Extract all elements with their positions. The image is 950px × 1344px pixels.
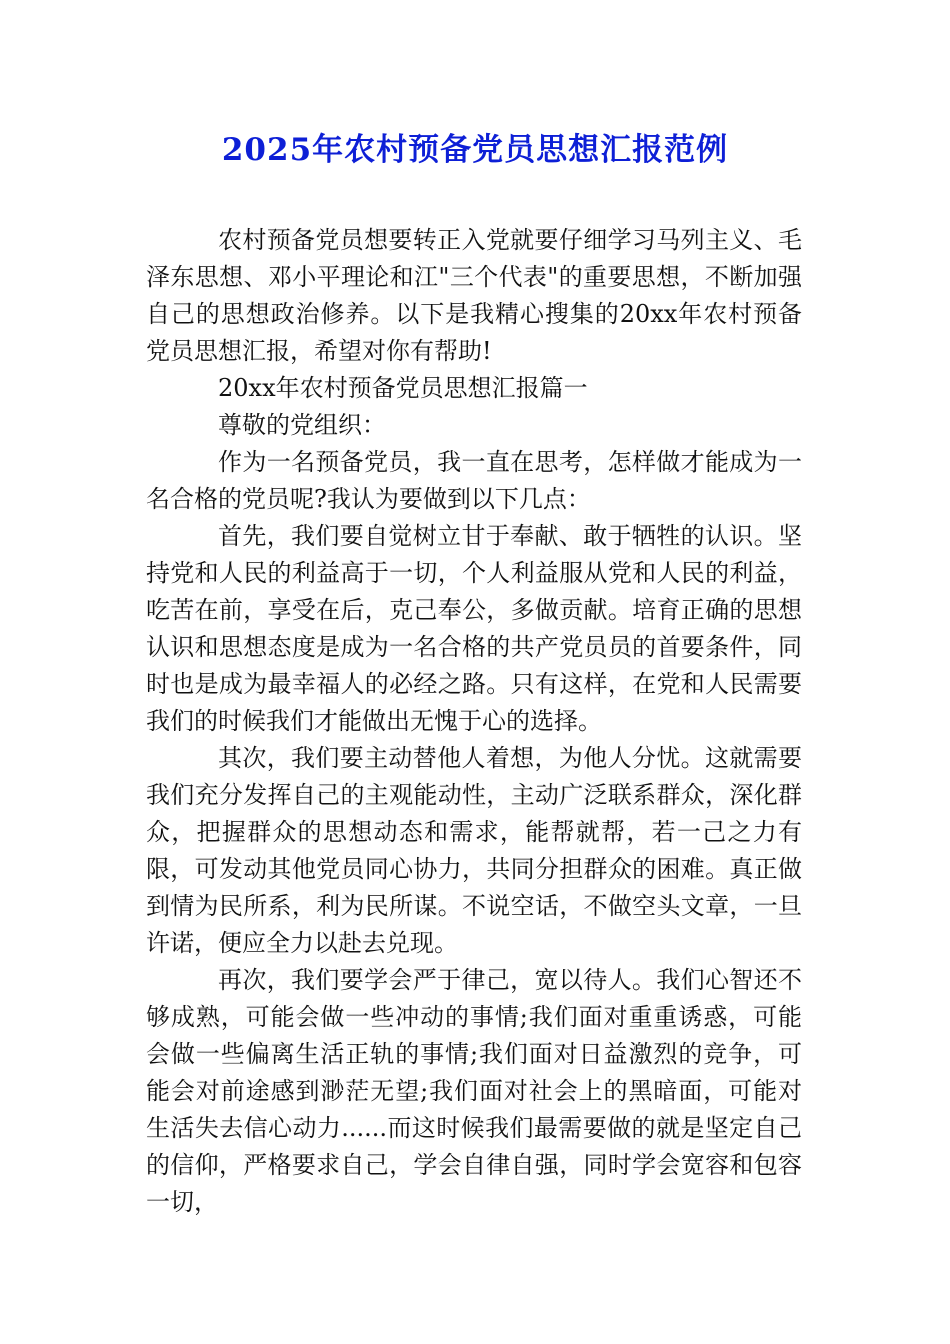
- document-body: [146, 222, 802, 1221]
- paragraph-salutation: 尊敬的党组织：: [218, 411, 386, 439]
- paragraph-section-heading: 20xx年农村预备党员思想汇报篇一: [218, 374, 588, 402]
- paragraph-second: 其次，我们要主动替他人着想，为他人分忧。这就需要我们充分发挥自己的主观能动性，主动广泛联系群众，深化群众，把握群众的思想动态和需求，能帮就帮，若一己之力有限，可发动其他党员同心协力，共同分担群众的困难。真正做到情为民所系，利为民所谋。不说空话，不做空头文章，一旦许诺，便应全力以赴去兑现。: [146, 744, 802, 957]
- paragraph-question: 作为一名预备党员，我一直在思考，怎样做才能成为一名合格的党员呢?我认为要做到以下几点：: [146, 448, 802, 513]
- document-title: 2025年农村预备党员思想汇报范例: [221, 132, 729, 168]
- paragraph-intro: 农村预备党员想要转正入党就要仔细学习马列主义、毛泽东思想、邓小平理论和江"三个代表"的重要思想，不断加强自己的思想政治修养。以下是我精心搜集的20xx年农村预备党员思想汇报，希望对你有帮助!: [146, 226, 802, 365]
- paragraph-third: 再次，我们要学会严于律己，宽以待人。我们心智还不够成熟，可能会做一些冲动的事情;我们面对重重诱惑，可能会做一些偏离生活正轨的事情;我们面对日益激烈的竞争，可能会对前途感到渺茫无望;我们面对社会上的黑暗面，可能对生活失去信心动力......而这时候我们最需要做的就是坚定自己的信仰，严格要求自己，学会自律自强，同时学会宽容和包容一切，: [146, 966, 802, 1216]
- paragraph-first: 首先，我们要自觉树立甘于奉献、敢于牺牲的认识。坚持党和人民的利益高于一切，个人利益服从党和人民的利益，吃苦在前，享受在后，克己奉公，多做贡献。培育正确的思想认识和思想态度是成为一名合格的共产党员员的首要条件，同时也是成为最幸福人的必经之路。只有这样，在党和人民需要我们的时候我们才能做出无愧于心的选择。: [146, 522, 802, 735]
